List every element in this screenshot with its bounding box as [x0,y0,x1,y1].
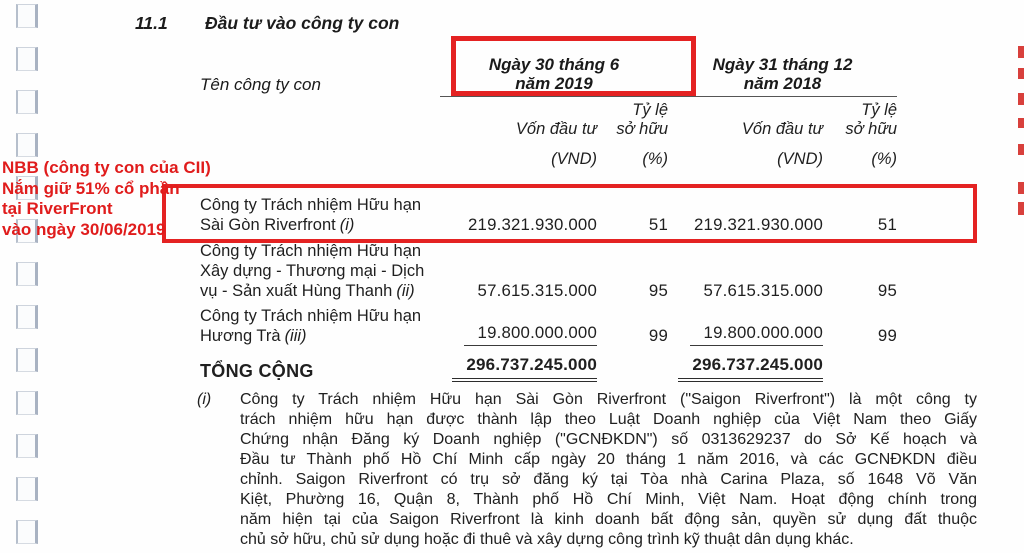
amount-2018: 19.800.000.000 [668,323,823,346]
table-row-company-name: Công ty Trách nhiệm Hữu hạn Sài Gòn Riverfront (i) [200,196,422,234]
binder-hole-icon [16,434,38,458]
footnote-ref: (ii) [396,282,415,300]
annotation-left-note: NBB (công ty con của CII) Nắm giữ 51% cổ phần tại RiverFront vào ngày 30/06/2019 [2,158,211,239]
footnote-text: Công ty Trách nhiệm Hữu hạn Sài Gòn Riverfront ("Saigon Riverfront") là một công ty trách nhiệm hữu hạn được thành lập theo Luật Doanh nghiệp của Việt Nam theo Giấy Chứng nhận Đăng ký Doanh nghiệp ("GCNĐKDN") số 0313629237 do Sở Kế hoạch và Đầu tư Thành phố Hồ Chí Minh cấp ngày 20 tháng 1 năm 2016, và các GCNĐKDN điều chỉnh. Saigon Riverfront có trụ sở đăng ký tại Tòa nhà Carina Plaza, số 1648 Võ Văn Kiệt, Phường 16, Quận 8, Thành phố Hồ Chí Minh, Việt Nam. Hoạt động chính trong năm hiện tại của Saigon Riverfront là kinh doanh bất động sản, quyền sử dụng đất thuộc chủ sở hữu, chủ sử dụng hoặc đi thuê và xây dựng công trình kỹ thuật dân dụng khác. [240,391,977,548]
column-header-amount-2019: Vốn đầu tư (VND) [515,120,597,168]
column-header-amount-2018: Vốn đầu tư (VND) [741,120,823,168]
total-amount-2018: 296.737.245.000 [668,355,823,382]
table-row-company-name: Công ty Trách nhiệm Hữu hạn Hương Trà (iii) [200,307,422,345]
binder-holes [16,0,40,553]
binder-hole-icon [16,477,38,501]
footnote-marker: (i) [197,391,212,408]
column-header-pct-2019: Tỷ lệ sở hữu (%) [616,101,668,168]
binder-hole-icon [16,391,38,415]
pct-2018: 95 [877,281,897,300]
binder-hole-icon [16,262,38,286]
clipped-red-annotation [1016,0,1024,553]
footnote-i [197,390,977,550]
binder-hole-icon [16,90,38,114]
section-number: 11.1 [135,13,168,33]
section-title [135,13,399,34]
table-row-company-name: Công ty Trách nhiệm Hữu hạn Xây dựng - Thương mại - Dịch vụ - Sản xuất Hùng Thanh (ii) [200,242,425,300]
binder-hole-icon [16,520,38,544]
binder-hole-icon [16,305,38,329]
footnote-ref: (iii) [284,327,307,345]
pct-2018: 99 [877,326,897,345]
binder-hole-icon [16,348,38,372]
column-group-2018: Ngày 31 tháng 12 năm 2018 [668,38,897,97]
binder-hole-icon [16,47,38,71]
pct-2019: 51 [648,215,668,234]
binder-hole-icon [16,133,38,157]
amount-2019: 57.615.315.000 [477,281,597,300]
annotation-box-date-2019 [451,36,696,96]
amount-2019: 19.800.000.000 [440,323,597,346]
column-header-company-name: Tên công ty con [200,75,321,94]
pct-2019: 95 [648,281,668,300]
binder-hole-icon [16,4,38,28]
amount-2019: 219.321.930.000 [468,215,597,234]
total-amount-2019: 296.737.245.000 [440,355,597,382]
amount-2018: 57.615.315.000 [703,281,823,300]
pct-2018: 51 [877,215,897,234]
column-header-pct-2018: Tỷ lệ sở hữu (%) [845,101,897,168]
annotation-box-riverfront-row [162,184,977,243]
column-group-2019: Ngày 30 tháng 6 năm 2019 [440,38,668,97]
amount-2018: 219.321.930.000 [694,215,823,234]
pct-2019: 99 [648,326,668,345]
footnote-ref: (i) [339,216,355,234]
total-label: TỔNG CỘNG [200,361,314,381]
section-title-text: Đầu tư vào công ty con [205,13,400,33]
